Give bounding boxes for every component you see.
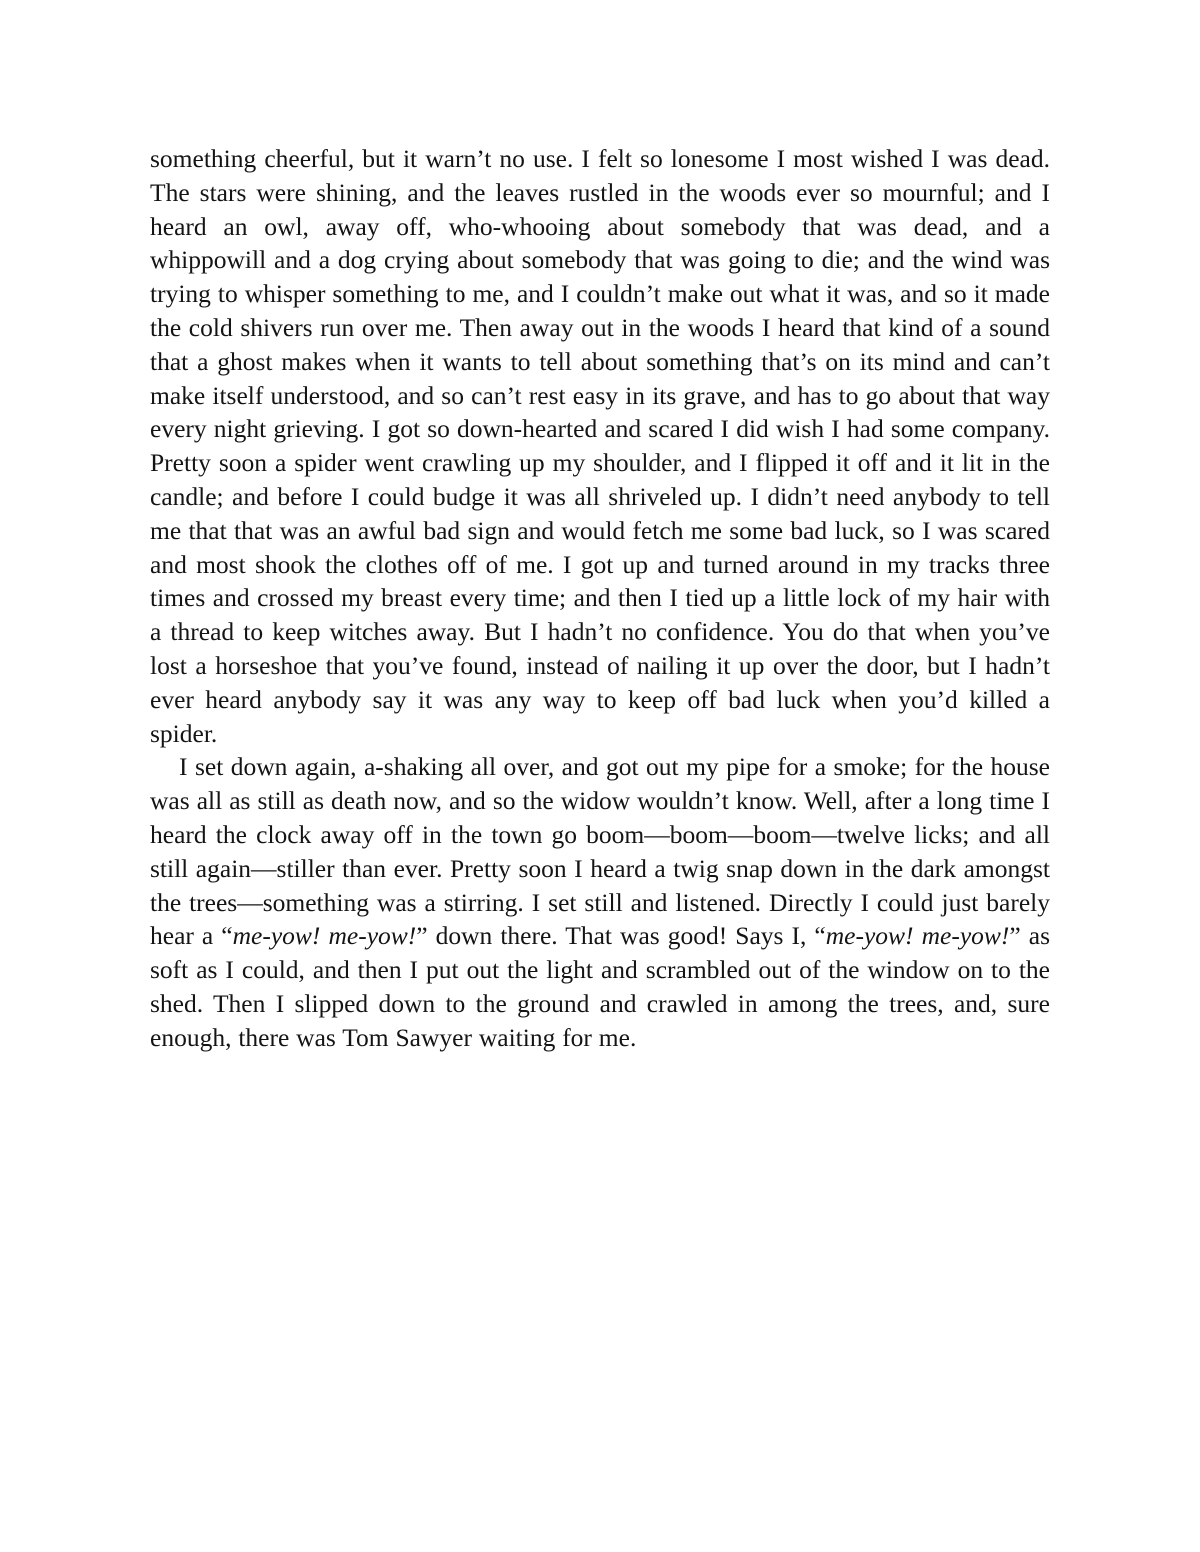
text-run: something cheerful, but it warn’t no use. I felt so lonesome I most wished I was dead. The stars were shining, and the leaves rustled in the woods ever so mournful; and I heard an owl, away off, who-whooing about somebody that was dead, and a whippowill and a dog crying about somebody that was going to die; and the wind was trying to whisper something to me, and I couldn’t make out what it was, and so it made the cold shivers run over me. Then away out in the woods I heard that kind of a sound that a ghost makes when it wants to tell about something that’s on its mind and can’t make itself understood, and so can’t rest easy in its grave, and has to go about that way every night grieving. I got so down-hearted and scared I did wish I had some company. Pretty soon a spider went crawling up my shoulder, and I flipped it off and it lit in the candle; and before I could budge it was all shriveled up. I didn’t need anybody to tell me that that was an awful bad sign and would fetch me some bad luck, so I was scared and most shook the clothes off of me. I got up and turned around in my tracks three times and crossed my breast every time; and then I tied up a little lock of my hair with a thread to keep witches away. But I hadn’t no confidence. You do that when you’ve lost a horseshoe that you’ve found, instead of nailing it up over the door, but I hadn’t ever heard anybody say it was any way to keep off bad luck when you’d killed a spider. <box>150 144 1050 748</box>
text-run: ” down there. That was good! Says I, “ <box>416 921 826 951</box>
text-run: ” as soft as I could, and then I put out the light and scrambled out of the window on to the shed. Then I slipped down to the ground and crawled in among the trees, and, sure enough, there was Tom Sawyer waiting for me. <box>150 921 1050 1052</box>
paragraph <box>150 142 1050 750</box>
italic-run: me-yow! me-yow! <box>825 921 1010 951</box>
text-run: I set down again, a-shaking all over, and got out my pipe for a smoke; for the house was all as still as death now, and so the widow wouldn’t know. Well, after a long time I heard the clock away off in the town go boom—boom—boom—twelve licks; and all still again—stiller than ever. Pretty soon I heard a twig snap down in the dark amongst the trees—something was a stirring. I set still and listened. Directly I could just barely hear a “ <box>150 752 1050 951</box>
text-column <box>150 142 1050 1055</box>
italic-run: me-yow! me-yow! <box>232 921 417 951</box>
paragraph <box>150 750 1050 1054</box>
